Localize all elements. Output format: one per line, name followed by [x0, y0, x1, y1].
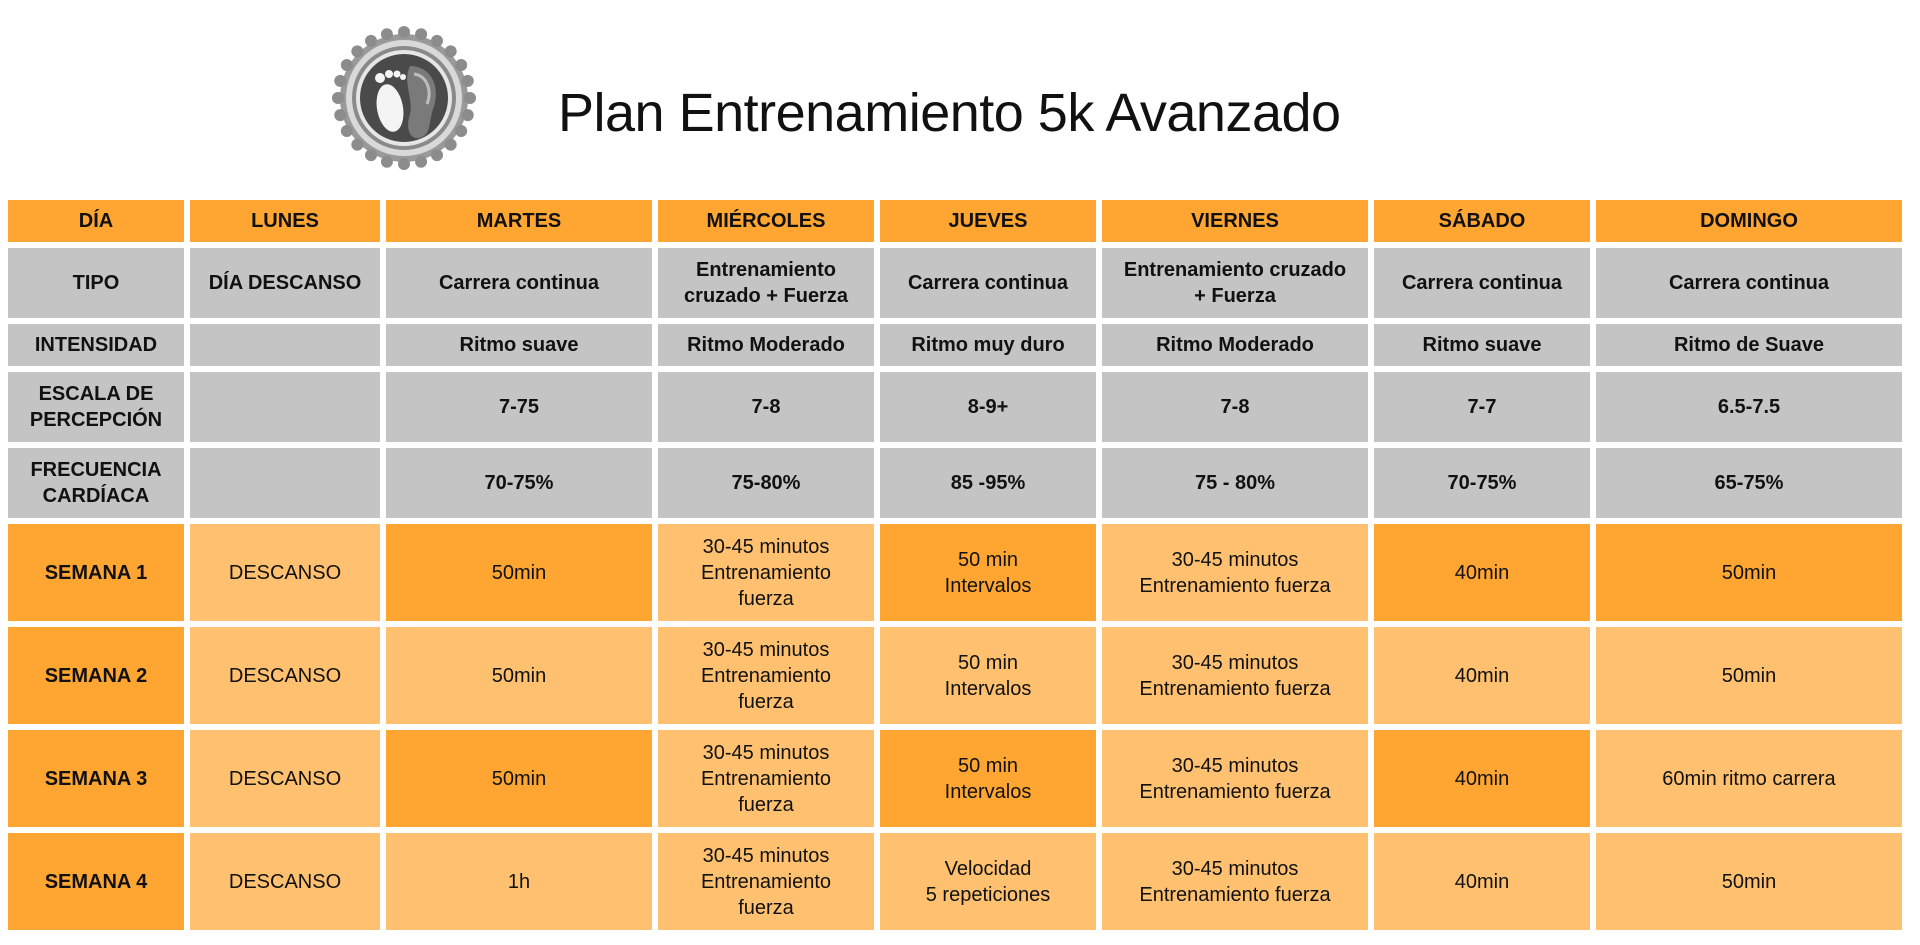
- footprints-badge-icon: [328, 22, 480, 174]
- week-cell: 40min: [1374, 627, 1590, 724]
- info-cell-escala: 7-8: [1102, 372, 1368, 442]
- week-cell: 40min: [1374, 730, 1590, 827]
- info-cell-frecuencia: 65-75%: [1596, 448, 1902, 518]
- week-cell: 1h: [386, 833, 652, 930]
- header-cell: MARTES: [386, 200, 652, 242]
- info-cell-escala: 8-9+: [880, 372, 1096, 442]
- info-cell-frecuencia: 70-75%: [1374, 448, 1590, 518]
- header-cell: JUEVES: [880, 200, 1096, 242]
- info-cell-escala: 7-7: [1374, 372, 1590, 442]
- info-cell-intensidad: Ritmo Moderado: [658, 324, 874, 366]
- row-label-tipo: TIPO: [8, 248, 184, 318]
- info-cell-intensidad: Ritmo suave: [386, 324, 652, 366]
- week-cell: 50 min Intervalos: [880, 627, 1096, 724]
- week-cell: 50min: [1596, 627, 1902, 724]
- training-plan-table: [8, 200, 1912, 930]
- week-cell: 40min: [1374, 833, 1590, 930]
- info-cell-escala: 7-75: [386, 372, 652, 442]
- info-cell-frecuencia: 75-80%: [658, 448, 874, 518]
- info-cell-escala: 7-8: [658, 372, 874, 442]
- week-cell: 30-45 minutos Entrenamiento fuerza: [658, 730, 874, 827]
- week-cell: Velocidad 5 repeticiones: [880, 833, 1096, 930]
- week-cell: 30-45 minutos Entrenamiento fuerza: [1102, 833, 1368, 930]
- header-cell: SÁBADO: [1374, 200, 1590, 242]
- week-label: SEMANA 4: [8, 833, 184, 930]
- info-cell-escala: [190, 372, 380, 442]
- week-label: SEMANA 1: [8, 524, 184, 621]
- week-cell: DESCANSO: [190, 730, 380, 827]
- info-cell-intensidad: Ritmo Moderado: [1102, 324, 1368, 366]
- info-cell-tipo: DÍA DESCANSO: [190, 248, 380, 318]
- week-cell: 50min: [386, 730, 652, 827]
- info-cell-escala: 6.5-7.5: [1596, 372, 1902, 442]
- week-cell: DESCANSO: [190, 833, 380, 930]
- week-cell: 40min: [1374, 524, 1590, 621]
- info-cell-intensidad: Ritmo suave: [1374, 324, 1590, 366]
- week-label: SEMANA 3: [8, 730, 184, 827]
- header-cell: DÍA: [8, 200, 184, 242]
- info-cell-tipo: Entrenamiento cruzado + Fuerza: [658, 248, 874, 318]
- row-label-intensidad: INTENSIDAD: [8, 324, 184, 366]
- week-cell: 50min: [386, 524, 652, 621]
- info-cell-frecuencia: 70-75%: [386, 448, 652, 518]
- badge-gear-icon: [332, 26, 476, 170]
- week-cell: 60min ritmo carrera: [1596, 730, 1902, 827]
- info-cell-intensidad: [190, 324, 380, 366]
- row-label-escala: ESCALA DE PERCEPCIÓN: [8, 372, 184, 442]
- week-cell: 50min: [1596, 833, 1902, 930]
- week-cell: DESCANSO: [190, 524, 380, 621]
- info-cell-tipo: Carrera continua: [1596, 248, 1902, 318]
- info-cell-tipo: Carrera continua: [1374, 248, 1590, 318]
- info-cell-tipo: Carrera continua: [880, 248, 1096, 318]
- header-cell: MIÉRCOLES: [658, 200, 874, 242]
- info-cell-frecuencia: 85 -95%: [880, 448, 1096, 518]
- info-cell-intensidad: Ritmo muy duro: [880, 324, 1096, 366]
- header-cell: VIERNES: [1102, 200, 1368, 242]
- info-cell-tipo: Entrenamiento cruzado + Fuerza: [1102, 248, 1368, 318]
- week-cell: 50 min Intervalos: [880, 524, 1096, 621]
- week-cell: 30-45 minutos Entrenamiento fuerza: [1102, 524, 1368, 621]
- week-cell: 50min: [1596, 524, 1902, 621]
- info-cell-tipo: Carrera continua: [386, 248, 652, 318]
- info-cell-frecuencia: 75 - 80%: [1102, 448, 1368, 518]
- week-cell: 50 min Intervalos: [880, 730, 1096, 827]
- row-label-frecuencia: FRECUENCIA CARDÍACA: [8, 448, 184, 518]
- info-cell-intensidad: Ritmo de Suave: [1596, 324, 1902, 366]
- page-title: Plan Entrenamiento 5k Avanzado: [558, 83, 1341, 143]
- week-cell: 50min: [386, 627, 652, 724]
- header-cell: DOMINGO: [1596, 200, 1902, 242]
- week-cell: 30-45 minutos Entrenamiento fuerza: [1102, 627, 1368, 724]
- header-cell: LUNES: [190, 200, 380, 242]
- week-cell: 30-45 minutos Entrenamiento fuerza: [1102, 730, 1368, 827]
- week-label: SEMANA 2: [8, 627, 184, 724]
- week-cell: 30-45 minutos Entrenamiento fuerza: [658, 627, 874, 724]
- week-cell: DESCANSO: [190, 627, 380, 724]
- week-cell: 30-45 minutos Entrenamiento fuerza: [658, 524, 874, 621]
- week-cell: 30-45 minutos Entrenamiento fuerza: [658, 833, 874, 930]
- info-cell-frecuencia: [190, 448, 380, 518]
